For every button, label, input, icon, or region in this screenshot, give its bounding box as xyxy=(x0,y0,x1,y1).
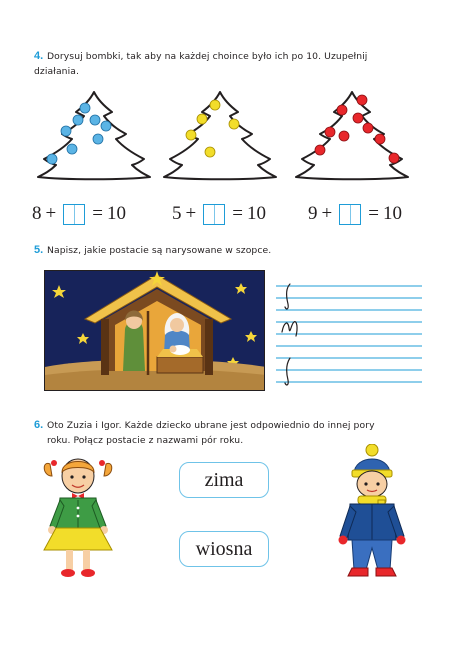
christmas-tree-blue-ornaments[interactable] xyxy=(34,88,154,188)
task-4-number: 4. xyxy=(34,50,44,62)
task-4-instruction-line-1: Dorysuj bombki, tak aby na każdej choince było ich po 10. Uzupełnij xyxy=(47,51,368,62)
christmas-tree-yellow-ornaments[interactable] xyxy=(160,88,280,188)
task-6-instruction-line-2: roku. Połącz postacie z nazwami pór roku. xyxy=(47,435,244,446)
answer-box[interactable] xyxy=(339,204,361,225)
plus-sign: + xyxy=(185,203,197,224)
plus-sign: + xyxy=(321,203,333,224)
plus-sign: + xyxy=(45,203,57,224)
equation-result: 10 xyxy=(246,203,266,224)
equation-result: 10 xyxy=(382,203,402,224)
task-6-number: 6. xyxy=(34,419,44,431)
season-box-wiosna[interactable]: wiosna xyxy=(179,531,269,567)
task-5-instruction: Napisz, jakie postacie są narysowane w szopce. xyxy=(47,245,272,256)
answer-box[interactable] xyxy=(63,204,85,225)
answer-box[interactable] xyxy=(203,204,225,225)
equals-sign: = xyxy=(368,203,379,224)
nativity-scene-illustration xyxy=(44,270,265,391)
equals-sign: = xyxy=(92,203,103,224)
equation-result: 10 xyxy=(106,203,126,224)
equation-addend: 9 xyxy=(308,203,318,224)
equals-sign: = xyxy=(232,203,243,224)
equation-2 xyxy=(172,202,266,226)
igor-figure[interactable] xyxy=(334,444,410,584)
handwriting-lines[interactable] xyxy=(276,280,422,388)
equation-addend: 5 xyxy=(172,203,182,224)
equation-1 xyxy=(32,202,126,226)
writing-line-group xyxy=(276,286,422,382)
task-4-instruction-line-2: działania. xyxy=(34,66,80,77)
season-box-zima[interactable]: zima xyxy=(179,462,269,498)
task-6-instruction-line-1: Oto Zuzia i Igor. Każde dziecko ubrane jest odpowiednio do innej pory xyxy=(47,420,375,431)
zuzia-figure[interactable] xyxy=(40,452,116,582)
equation-3 xyxy=(308,202,402,226)
christmas-tree-red-ornaments[interactable] xyxy=(292,88,412,188)
task-5-number: 5. xyxy=(34,244,44,256)
equation-addend: 8 xyxy=(32,203,42,224)
